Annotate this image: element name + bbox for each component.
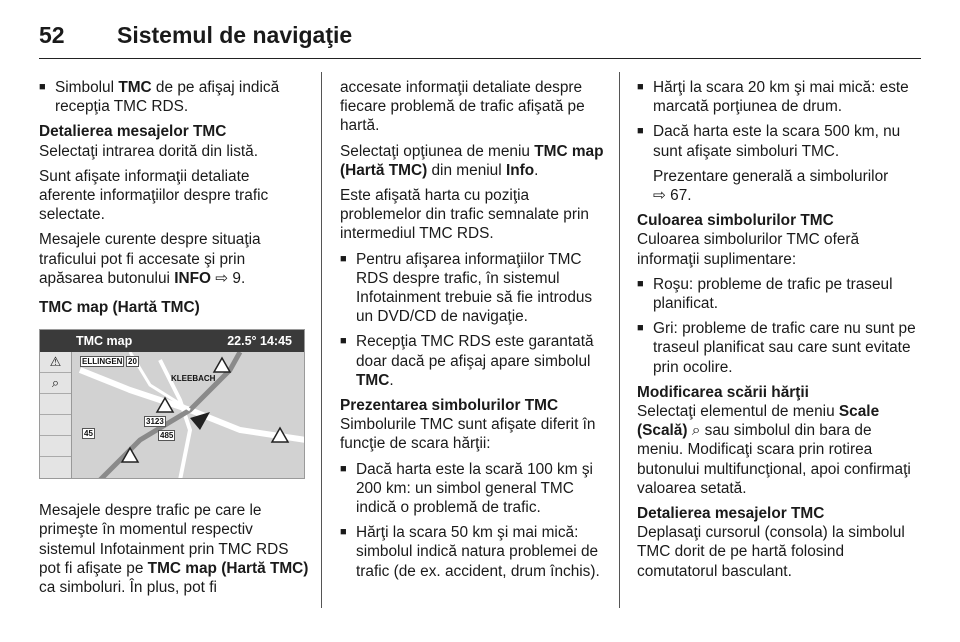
- map-menu-slot: [40, 394, 71, 415]
- column-divider: [619, 72, 620, 608]
- column-divider: [321, 72, 322, 608]
- map-town-label: ELLINGEN: [82, 357, 123, 367]
- tmc-map-screenshot: [39, 329, 305, 479]
- warning-icon: ⚠: [40, 352, 71, 373]
- column-1: [39, 78, 309, 597]
- ref-arrow-icon: ⇨: [653, 187, 666, 205]
- paragraph: Deplasaţi cursorul (consola) la simbolul TMC dorit de pe hartă folosind comutatorul basculant.: [637, 524, 905, 580]
- column-2: [340, 78, 610, 587]
- map-menu-slot: [40, 415, 71, 436]
- subheading: Modificarea scării hărţii: [637, 383, 809, 401]
- bullet-item: ■ Hărţi la scara 50 km şi mai mică: simbolul indică natura problemei de trafic (de ex. accident, drum închis).: [340, 523, 610, 581]
- map-road-number: 45: [84, 429, 93, 439]
- ref-arrow-icon: ⇨: [210, 269, 229, 287]
- map-graphic: [40, 330, 305, 479]
- map-title: TMC map: [76, 333, 133, 348]
- bullet-item: ■ Dacă harta este la scară 100 km şi 200 km: un simbol general TMC indică o problemă de trafic.: [340, 460, 610, 518]
- bullet-item: ■ Hărţi la scara 20 km şi mai mică: este marcată porţiunea de drum.: [637, 78, 917, 116]
- map-road-number: 485: [160, 431, 174, 441]
- map-menu-slot: [40, 436, 71, 457]
- map-title-bar: [40, 330, 304, 352]
- map-road-label: 20: [128, 357, 137, 367]
- paragraph: Mesajele curente despre situaţia traficului pot fi accesate şi prin apăsarea butonului INFO ⇨ 9.: [39, 231, 261, 287]
- paragraph: Mesajele despre trafic pe care le primeşte în momentul respectiv sistemul Infotainment prin TMC RDS pot fi afişate pe TMC map (Hartă TMC) ca simboluri. În plus, pot fi: [39, 502, 309, 597]
- bullet-item: ■ Pentru afişarea informaţiilor TMC RDS despre trafic, în sistemul Infotainment trebuie să fie introdus un DVD/CD de navigaţie.: [340, 250, 610, 327]
- paragraph: Prezentare generală a simbolurilor ⇨ 67.: [653, 167, 889, 205]
- paragraph: Selectaţi opţiunea de meniu TMC map (Hartă TMC) din meniul Info.: [340, 142, 604, 179]
- zoom-icon: ⌕: [40, 373, 71, 394]
- paragraph: Sunt afişate informaţii detaliate aferente informaţiilor despre trafic selectate.: [39, 167, 269, 224]
- paragraph: Este afişată harta cu poziţia problemelor din trafic semnalate prin intermediul TMC RDS.: [340, 187, 589, 243]
- section-heading: TMC map (Hartă TMC): [39, 299, 200, 317]
- bullet-item: ■ Dacă harta este la scara 500 km, nu sunt afişate simboluri TMC.: [637, 122, 917, 160]
- map-status: 22.5° 14:45: [227, 333, 292, 348]
- page-number: 52: [39, 21, 65, 48]
- zoom-icon: ⌕: [687, 422, 701, 440]
- map-side-menu: [40, 352, 72, 479]
- column-3: [637, 78, 917, 587]
- paragraph: Simbolurile TMC sunt afişate diferit în funcţie de scara hărţii:: [340, 416, 596, 453]
- bullet-item: ■ Roşu: probleme de trafic pe traseul planificat.: [637, 275, 917, 313]
- subheading: Prezentarea simbolurilor TMC: [340, 397, 559, 415]
- paragraph: accesate informaţii detaliate despre fiecare problemă de trafic afişată pe hartă.: [340, 79, 585, 135]
- map-distance-label: 3123: [146, 417, 164, 427]
- bullet-item: ■ Simbolul TMC de pe afişaj indică recepţia TMC RDS.: [39, 78, 309, 116]
- paragraph: Selectaţi elementul de meniu Scale (Scală) ⌕ sau simbolul din bara de meniu. Modificaţi scara prin rotirea butonului multifuncţional, apoi confirmaţi valoarea setată.: [637, 403, 911, 497]
- subheading: Detalierea mesajelor TMC: [637, 505, 825, 523]
- paragraph: Culoarea simbolurilor TMC oferă informaţii suplimentare:: [637, 231, 860, 268]
- subheading: Culoarea simbolurilor TMC: [637, 212, 834, 230]
- bullet-item: ■ Gri: probleme de trafic care nu sunt pe traseul planificat sau care sunt evitate prin ocolire.: [637, 319, 917, 377]
- page-title: Sistemul de navigaţie: [117, 21, 353, 48]
- bullet-item: ■ Recepţia TMC RDS este garantată doar dacă pe afişaj apare simbolul TMC.: [340, 332, 610, 390]
- paragraph: Selectaţi intrarea dorită din listă.: [39, 142, 259, 160]
- subheading: Detalierea mesajelor TMC: [39, 123, 227, 141]
- header-divider: [39, 58, 921, 59]
- page-header: [39, 20, 921, 50]
- map-street-label: KLEEBACH: [171, 374, 216, 384]
